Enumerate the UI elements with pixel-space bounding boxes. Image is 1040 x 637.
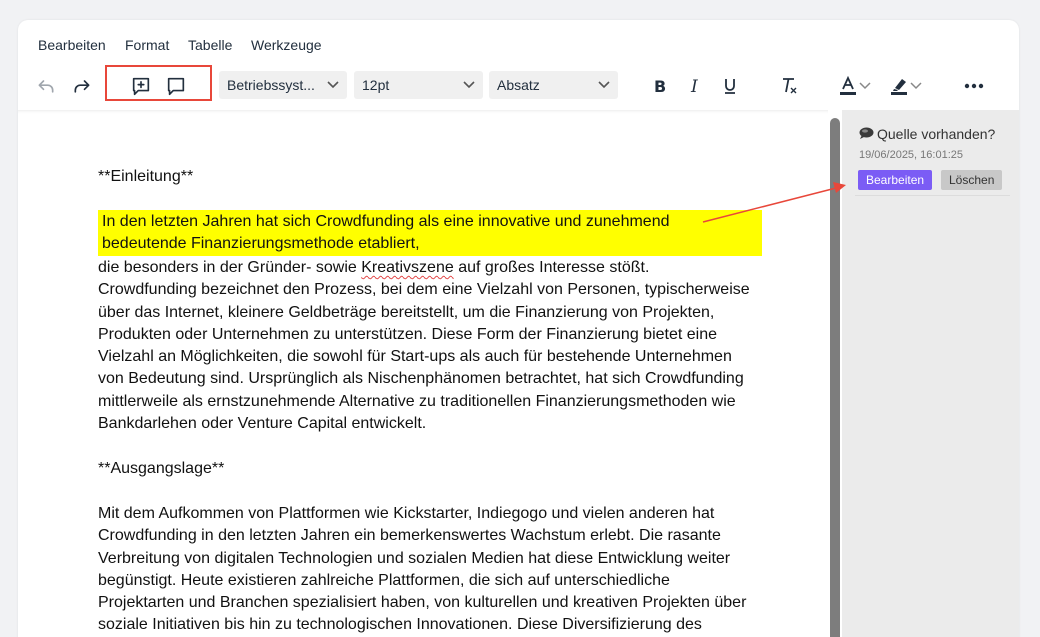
menu-werkzeuge[interactable]: Werkzeuge xyxy=(251,37,322,53)
underline-icon xyxy=(721,77,739,95)
comments-icon xyxy=(165,75,187,97)
paragraph xyxy=(98,257,768,435)
text-line: Bankdarlehen oder Venture Capital entwickelt. xyxy=(98,415,427,433)
redo-button[interactable] xyxy=(65,71,99,101)
text-line: Projektarten und Branchen spezialisiert haben, von kulturellen und kreativen Projekten über xyxy=(98,594,747,612)
text-span: die besonders in der Gründer- sowie xyxy=(98,259,362,276)
editor xyxy=(18,20,1019,637)
add-comment-icon xyxy=(130,75,152,97)
chevron-down-icon xyxy=(859,81,871,91)
text-line: Produkten oder Unternehmen zu unterstützen. Diese Form der Finanzierung bietet eine xyxy=(98,325,718,343)
text-line: Mit dem Aufkommen von Plattformen wie Kickstarter, Indiegogo und vielen anderen hat xyxy=(98,505,715,522)
text-span: auf großes Interesse stößt. xyxy=(453,259,650,276)
chevron-down-icon xyxy=(463,80,475,90)
comments-button[interactable] xyxy=(159,71,193,101)
heading-einleitung: **Einleitung** xyxy=(98,168,194,185)
redo-icon xyxy=(72,76,92,96)
highlight-line: In den letzten Jahren hat sich Crowdfunding als eine innovative und zunehmend xyxy=(102,213,670,230)
highlight-line: bedeutende Finanzierungsmethode etabliert, xyxy=(102,235,420,253)
scrollbar-thumb[interactable] xyxy=(830,118,840,637)
text-line: von Bedeutung sind. Ursprünglich als Nischenphänomen betrachtet, hat sich Crowdfunding xyxy=(98,370,744,388)
chevron-down-icon xyxy=(910,81,922,91)
highlighter-icon xyxy=(889,76,909,96)
paragraph xyxy=(98,503,768,637)
undo-icon xyxy=(36,76,56,96)
text-color-icon xyxy=(838,76,858,96)
highlight-color-dropdown[interactable] xyxy=(907,71,925,101)
comment-text-value: Quelle vorhanden? xyxy=(877,126,996,142)
italic-button[interactable] xyxy=(678,71,712,101)
text-line: soziale Initiativen bis hin zu technologischen Innovationen. Diese Diversifizierung des xyxy=(98,616,702,634)
more-button[interactable] xyxy=(957,71,991,101)
text-line xyxy=(98,257,768,279)
italic-icon xyxy=(686,77,704,95)
clear-formatting-button[interactable] xyxy=(772,71,806,101)
font-family-value: Betriebssyst... xyxy=(227,77,315,93)
text-line: über das Internet, kleinere Geldbeträge bereitstellt, um die Finanzierung von Projekten, xyxy=(98,303,715,321)
delete-comment-button[interactable]: Löschen xyxy=(941,170,1002,190)
more-icon xyxy=(964,83,984,89)
underline-button[interactable] xyxy=(713,71,747,101)
block-format-select[interactable] xyxy=(489,71,618,99)
highlighted-text[interactable] xyxy=(98,210,762,256)
comment-text xyxy=(859,126,995,142)
comment-sidebar xyxy=(842,110,1019,637)
font-size-value: 12pt xyxy=(362,77,390,93)
undo-button[interactable] xyxy=(29,71,63,101)
toolbar xyxy=(18,68,1019,110)
font-family-select[interactable] xyxy=(219,71,347,99)
text-line: Vielzahl an Möglichkeiten, die sowohl für Start-ups als auch für bestehende Unternehmen xyxy=(98,348,732,366)
svg-text:B: B xyxy=(654,77,667,95)
text-line: Crowdfunding in den letzten Jahren ein bemerkenswertes Wachstum erlebt. Die rasante xyxy=(98,527,721,545)
comment-card xyxy=(855,122,1010,196)
document-area[interactable] xyxy=(18,110,828,637)
comment-date: 19/06/2025, 16:01:25 xyxy=(859,149,963,161)
chevron-down-icon xyxy=(327,80,339,90)
block-format-value: Absatz xyxy=(497,77,540,93)
text-line: mittlerweile als ernstzunehmende Alternative zu traditionellen Finanzierungsmethoden wie xyxy=(98,392,736,410)
text-line: Crowdfunding bezeichnet den Prozess, bei dem eine Vielzahl von Personen, typischerweise xyxy=(98,281,750,299)
edit-comment-button[interactable]: Bearbeiten xyxy=(858,170,932,190)
clear-formatting-icon xyxy=(779,76,799,96)
menu-tabelle[interactable]: Tabelle xyxy=(188,37,233,53)
chevron-down-icon xyxy=(598,80,610,90)
bold-icon xyxy=(651,77,669,95)
text-line: begünstigt. Heute existieren zahlreiche Plattformen, die sich auf unterschiedliche xyxy=(98,571,670,589)
bold-button[interactable] xyxy=(643,71,677,101)
menubar xyxy=(18,20,1019,68)
svg-text:I: I xyxy=(691,77,698,95)
menu-format[interactable]: Format xyxy=(125,37,170,53)
heading-ausgangslage: **Ausgangslage** xyxy=(98,460,225,477)
font-size-select[interactable] xyxy=(354,71,483,99)
text-color-dropdown[interactable] xyxy=(856,71,874,101)
misspelled-word[interactable]: Kreativszene xyxy=(361,259,454,276)
text-line: Verbreitung von digitalen Technologien und sozialen Medien hat diese Entwicklung weiter xyxy=(98,549,731,567)
speech-bubble-icon xyxy=(859,127,874,140)
add-comment-button[interactable] xyxy=(124,71,158,101)
menu-bearbeiten[interactable]: Bearbeiten xyxy=(38,37,106,53)
